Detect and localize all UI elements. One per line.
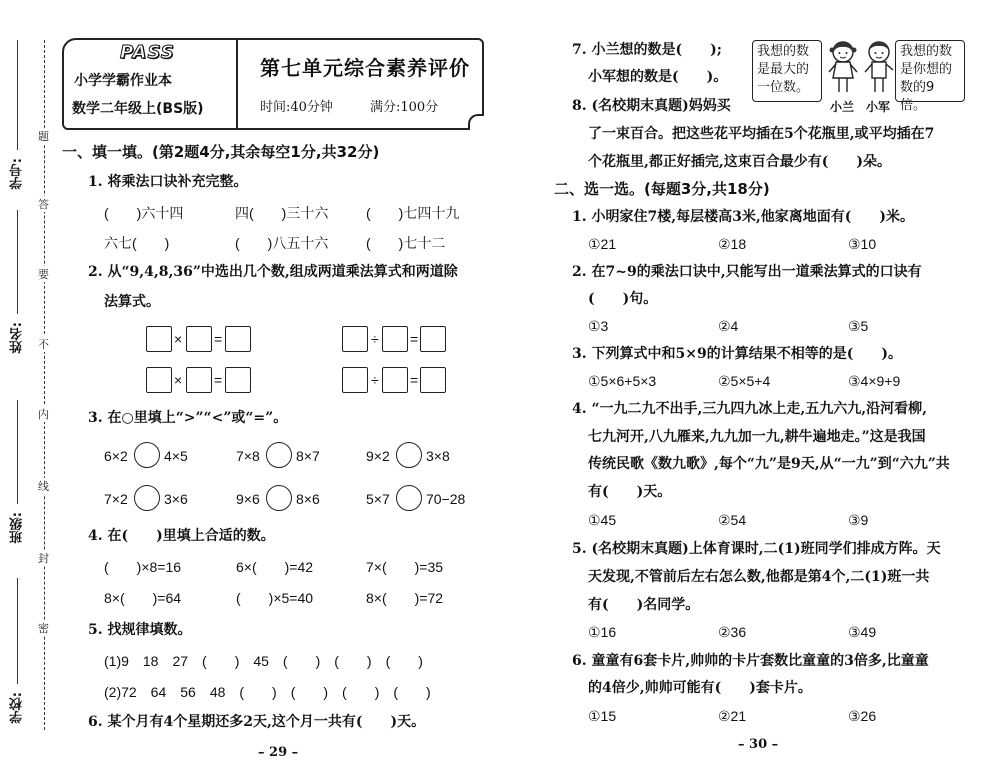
grade-title: 数学二年级上(BS版) [72,101,204,117]
compare-circle[interactable] [266,485,292,511]
compare-left: 7×8 [236,448,260,464]
compare-circle[interactable] [396,442,422,468]
bubble-text: 一位数。 [757,80,810,95]
choice-option[interactable]: ③49 [848,624,877,640]
student-id-label: 学号: [10,158,25,190]
compare-circle[interactable] [134,442,160,468]
divide-sign: ÷ [371,372,379,388]
compare-right: 3×6 [164,491,188,507]
choice-option[interactable]: ③4×9+9 [848,373,901,389]
page-number-right: – 30 – [738,737,779,752]
choice-4-stem-cont: 七九河开,八九雁来,九九加一九,耕牛遍地走。”这是我国 [588,429,926,445]
xiaolan-name: 小兰 [830,100,855,114]
equals-sign: = [214,331,223,347]
section-heading-fill: 一、填一填。(第2题4分,其余每空1分,共32分) [62,143,380,161]
choice-option[interactable]: ②21 [718,708,747,724]
speech-bubble-xiaolan [752,40,822,102]
compare-circle[interactable] [134,485,160,511]
girl-illustration [826,40,860,98]
choice-option[interactable]: ②4 [718,318,739,334]
header-divider [236,40,238,128]
question-8-line3[interactable]: 个花瓶里,都正好插完,这束百合最少有( )朵。 [588,154,891,170]
compare-right: 4×5 [164,448,188,464]
answer-box[interactable] [186,367,212,393]
series-title: 小学学霸作业本 [74,73,172,89]
q1-item[interactable]: 六七( ) [104,235,170,251]
equals-sign: = [214,372,223,388]
question-4-stem: 4. 在( )里填上合适的数。 [88,528,275,544]
choice-4-stem-cont: 传统民歌《数九歌》,每个“九”是9天,从“一九”到“六九”共 [588,456,950,472]
choice-option[interactable]: ①16 [588,624,617,640]
answer-box[interactable] [146,367,172,393]
page-number-left: – 29 – [258,745,299,760]
choice-6-stem-cont[interactable]: 的4倍少,帅帅可能有( )套卡片。 [588,680,812,696]
question-8-line2: 了一束百合。把这些花平均插在5个花瓶里,或平均插在7 [588,126,935,142]
q4-item[interactable]: 8×( )=64 [104,590,182,606]
question-8-line1: 8. (名校期末真题)妈妈买 [572,98,731,114]
choice-option[interactable]: ③9 [848,512,869,528]
question-2-stem-cont: 法算式。 [104,294,160,310]
class-label: 班级: [10,512,25,544]
choice-option[interactable]: ②5×5+4 [718,373,771,389]
choice-4-stem: 4. “一九二九不出手,三九四九冰上走,五九六九,沿河看柳, [572,401,928,417]
choice-option[interactable]: ①3 [588,318,609,334]
xiaojun-name: 小军 [866,100,891,114]
q4-item[interactable]: 6×( )=42 [236,559,314,575]
compare-right: 8×7 [296,448,320,464]
answer-box[interactable] [382,326,408,352]
pass-logo: PASS [120,42,175,63]
answer-box[interactable] [420,326,446,352]
choice-option[interactable]: ②54 [718,512,747,528]
equals-sign: = [410,331,419,347]
compare-left: 6×2 [104,448,128,464]
seal-char: 不 [38,338,49,351]
q1-item[interactable]: ( )六十四 [104,205,184,221]
question-1-stem: 1. 将乘法口诀补充完整。 [88,174,248,190]
binding-strip [0,0,58,780]
question-7-line2[interactable]: 小军想的数是( )。 [588,69,728,85]
compare-right: 3×8 [426,448,450,464]
q4-item[interactable]: 8×( )=72 [366,590,444,606]
section-heading-choice: 二、选一选。(每题3分,共18分) [554,180,770,198]
choice-6-stem: 6. 童童有6套卡片,帅帅的卡片套数比童童的3倍多,比童童 [572,653,929,669]
boy-illustration [862,40,896,98]
speech-bubble-xiaojun [895,40,965,113]
student-id-line[interactable] [17,40,18,150]
choice-5-stem-cont[interactable]: 有( )名同学。 [588,597,700,613]
q4-item[interactable]: 7×( )=35 [366,559,444,575]
choice-option[interactable]: ②36 [718,624,747,640]
bubble-text: 数的9倍。 [900,80,935,113]
choice-option[interactable]: ②18 [718,236,747,252]
q5-sequence-1[interactable]: (1)9 18 27 ( ) 45 ( ) ( ) ( ) [104,653,423,669]
choice-option[interactable]: ①45 [588,512,617,528]
bubble-text: 是最大的 [757,62,810,77]
question-5-stem: 5. 找规律填数。 [88,622,192,638]
q5-sequence-2[interactable]: (2)72 64 56 48 ( ) ( ) ( ) ( ) [104,684,431,700]
header-page-curl [468,114,484,130]
q1-item[interactable]: 四( )三十六 [235,205,329,221]
question-7-line1[interactable]: 7. 小兰想的数是( ); [572,42,722,58]
choice-option[interactable]: ①21 [588,236,617,252]
choice-option[interactable]: ③26 [848,708,877,724]
seal-char: 要 [38,268,49,281]
answer-box[interactable] [342,367,368,393]
seal-char: 答 [38,198,49,211]
seal-char: 密 [38,622,49,635]
choice-1-stem[interactable]: 1. 小明家住7楼,每层楼高3米,他家离地面有( )米。 [572,209,914,225]
choice-5-stem-cont: 天发现,不管前后左右怎么数,他都是第4个,二(1)班一共 [588,569,930,585]
class-line[interactable] [17,400,18,504]
answer-box[interactable] [225,367,251,393]
compare-right: 70−28 [426,491,466,507]
exam-score: 满分:100分 [370,100,439,115]
bubble-text: 我想的数 [900,44,953,59]
q1-item[interactable]: ( )七四十九 [366,205,460,221]
name-label: 姓名: [10,322,25,354]
compare-left: 5×7 [366,491,390,507]
times-sign: × [174,331,183,347]
answer-box[interactable] [186,326,212,352]
answer-box[interactable] [146,326,172,352]
times-sign: × [174,372,183,388]
choice-5-stem: 5. (名校期末真题)上体育课时,二(1)班同学们排成方阵。天 [572,541,941,557]
seal-char: 线 [38,480,49,493]
choice-option[interactable]: ③10 [848,236,877,252]
answer-box[interactable] [420,367,446,393]
exam-time: 时间:40分钟 [260,100,333,115]
compare-left: 7×2 [104,491,128,507]
compare-circle[interactable] [266,442,292,468]
compare-right: 8×6 [296,491,320,507]
choice-option[interactable]: ③5 [848,318,869,334]
school-label: 学校: [10,692,25,724]
answer-box[interactable] [382,367,408,393]
choice-4-stem-cont[interactable]: 有( )天。 [588,484,672,500]
seal-char: 内 [38,408,49,421]
choice-3-stem[interactable]: 3. 下列算式中和5×9的计算结果不相等的是( )。 [572,346,902,362]
bubble-text: 是你想的 [900,62,953,77]
choice-2-stem: 2. 在7~9的乘法口诀中,只能写出一道乘法算式的口诀有 [572,264,922,280]
question-2-stem: 2. 从“9,4,8,36”中选出几个数,组成两道乘法算式和两道除 [88,264,458,280]
seal-char: 题 [38,130,49,143]
choice-2-stem-cont[interactable]: ( )句。 [588,291,658,307]
name-line[interactable] [17,210,18,314]
choice-option[interactable]: ①15 [588,708,617,724]
question-3-stem: 3. 在○里填上“>”“<”或“=”。 [88,410,288,426]
school-line[interactable] [17,578,18,684]
equals-sign: = [410,372,419,388]
q1-item[interactable]: ( )八五十六 [235,235,329,251]
compare-left: 9×2 [366,448,390,464]
compare-left: 9×6 [236,491,260,507]
compare-circle[interactable] [396,485,422,511]
answer-box[interactable] [225,326,251,352]
divide-sign: ÷ [371,331,379,347]
q4-item[interactable]: ( )×8=16 [104,559,182,575]
answer-box[interactable] [342,326,368,352]
q4-item[interactable]: ( )×5=40 [236,590,314,606]
unit-header-card [62,38,484,130]
question-6[interactable]: 6. 某个月有4个星期还多2天,这个月一共有( )天。 [88,714,426,730]
bubble-text: 我想的数 [757,44,810,59]
page-title: 第七单元综合素养评价 [260,56,470,80]
choice-option[interactable]: ①5×6+5×3 [588,373,657,389]
seal-char: 封 [38,552,49,565]
q1-item[interactable]: ( )七十二 [366,235,446,251]
